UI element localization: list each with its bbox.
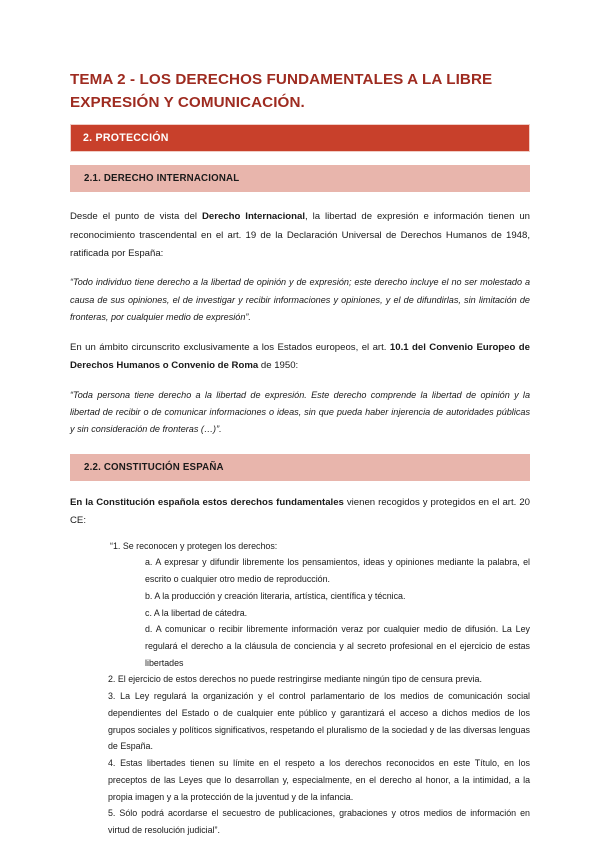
section-header-proteccion [70,124,530,152]
subsection-header-constitucion-espana [70,454,530,481]
page-title: TEMA 2 - LOS DERECHOS FUNDAMENTALES A LA LIBRE EXPRESIÓN Y COMUNICACIÓN. [70,71,493,112]
section-header-proteccion-label: 2. PROTECCIÓN [83,132,169,145]
subsection-header-derecho-internacional [70,165,530,192]
quote-convenio-roma: “Toda persona tiene derecho a la libertad de expresión. Este derecho comprende la libertad de opinión y la libertad de recibir o de comunicar informaciones o ideas, sin que pueda haber injerencia de autoridades públicas y sin consideración de fronteras (…)”. [70,389,530,434]
list-item-1a: a. A expresar y difundir libremente los pensamientos, ideas y opiniones mediante la palabra, el escrito o cualquier otro medio de reproducción. [145,557,530,585]
paragraph-convenio-europeo-pre: En un ámbito circunscrito exclusivamente a los Estados europeos, el art. [70,341,390,353]
paragraph-convenio-europeo-post: de 1950: [258,360,299,372]
paragraph-constitucion-intro-rest: vienen recogidos y protegidos en el art. 20 CE: [70,496,530,527]
paragraph-derecho-internacional [70,208,530,263]
list-item-1c: c. A la libertad de cátedra. [145,607,248,618]
list-item-3: 3. La Ley regulará la organización y el control parlamentario de los medios de comunicación social dependientes del Estado o de cualquier ente público y garantizará el acceso a dichos medios de los grupos sociales y políticos significativos, respetando el pluralismo de la sociedad y de las diversas lenguas de España. [108,691,530,752]
paragraph-derecho-internacional-bold: Derecho Internacional [201,211,305,223]
paragraph-convenio-europeo-bold: 10.1 del Convenio Europeo de Derechos Humanos o Convenio de Roma [70,341,530,372]
list-item-1d: d. A comunicar o recibir libremente información veraz por cualquier medio de difusión. La Ley regulará el derecho a la cláusula de conciencia y al secreto profesional en el ejercicio de estas libertades [145,624,530,668]
quote-declaracion-universal: “Todo individuo tiene derecho a la libertad de opinión y de expresión; este derecho incluye el no ser molestado a causa de sus opiniones, el de investigar y recibir informaciones y opiniones, y el de difundirlas, sin limitación de fronteras, por cualquier medio de expresión”. [70,277,530,322]
list-item-4: 4. Estas libertades tienen su límite en el respeto a los derechos reconocidos en este Título, en los preceptos de las Leyes que lo desarrollan y, especialmente, en el derecho al honor, a la intimidad, a la propia imagen y a la protección de la juventud y de la infancia. [108,758,530,802]
paragraph-derecho-internacional-pre: Desde el punto de vista del [70,211,202,223]
list-item-1: “1. Se reconocen y protegen los derechos: [110,540,278,551]
subsection-header-derecho-internacional-label: 2.1. DERECHO INTERNACIONAL [84,173,240,185]
paragraph-convenio-europeo [70,339,530,376]
list-item-2: 2. El ejercicio de estos derechos no puede restringirse mediante ningún tipo de censura previa. [108,674,482,685]
list-item-1b: b. A la producción y creación literaria, artística, científica y técnica. [145,590,406,601]
articulo-20-list [70,538,530,839]
paragraph-derecho-internacional-post: , la libertad de expresión e información tienen un reconocimiento trascendental en el art. 19 de la Declaración Universal de Derechos Humanos de 1948, ratificada por España: [70,211,531,259]
paragraph-constitucion-intro-bold: En la Constitución española estos derechos fundamentales [70,496,344,508]
subsection-header-constitucion-espana-label: 2.2. CONSTITUCIÓN ESPAÑA [84,461,224,473]
paragraph-constitucion-intro [70,494,530,531]
list-item-5: 5. Sólo podrá acordarse el secuestro de publicaciones, grabaciones y otros medios de información en virtud de resolución judicial”. [108,808,530,836]
